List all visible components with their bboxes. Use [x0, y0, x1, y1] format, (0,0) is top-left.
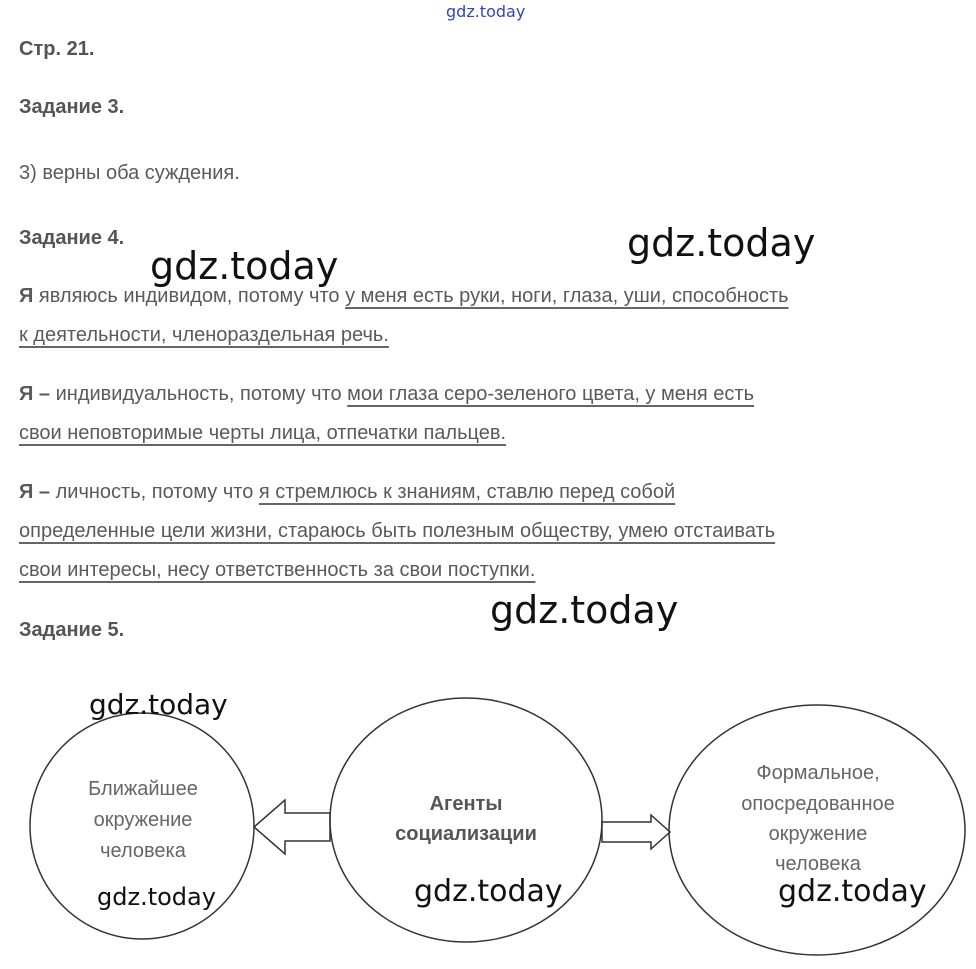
left-line-3: человека — [100, 840, 186, 862]
paragraph-lead: Я – — [19, 383, 51, 405]
arrow-left-icon — [254, 800, 330, 854]
watermark: gdz.today — [97, 883, 216, 911]
watermark: gdz.today — [414, 874, 563, 909]
watermark: gdz.today — [89, 688, 228, 721]
paragraph-underlined: свои интересы, несу ответственность за свои поступки. — [19, 559, 536, 581]
watermark: gdz.today — [150, 244, 339, 288]
paragraph-text: личность, потому что — [50, 481, 259, 503]
arrow-right-icon — [602, 815, 670, 849]
paragraph-lead: Я — [19, 285, 34, 307]
task5-heading: Задание 5. — [19, 619, 125, 641]
center-line-1: Агенты — [429, 793, 503, 815]
watermark: gdz.today — [778, 874, 927, 909]
task3-heading: Задание 3. — [19, 96, 125, 118]
paragraph-lead: Я – — [19, 481, 51, 503]
left-line-2: окружение — [93, 809, 193, 831]
paragraph-underlined: к деятельности, членораздельная речь. — [19, 324, 389, 346]
right-line-2: опосредованное — [741, 793, 895, 815]
watermark-top: gdz.today — [446, 2, 526, 21]
right-line-4: человека — [775, 853, 861, 875]
task3-answer: 3) верны оба суждения. — [19, 162, 240, 184]
center-line-2: социализации — [395, 823, 537, 845]
watermark: gdz.today — [490, 588, 679, 632]
task4-heading: Задание 4. — [19, 227, 125, 249]
paragraph-text: являюсь индивидом, потому что — [33, 285, 346, 307]
page-reference: Стр. 21. — [19, 38, 95, 60]
left-line-1: Ближайшее — [88, 778, 198, 800]
paragraph-text: индивидуальность, потому что — [50, 383, 348, 405]
paragraph-underlined: определенные цели жизни, стараюсь быть полезным обществу, умею отстаивать — [19, 520, 776, 542]
paragraph-underlined: у меня есть руки, ноги, глаза, уши, способность — [345, 285, 789, 307]
watermark: gdz.today — [627, 221, 816, 265]
right-line-3: окружение — [768, 823, 868, 845]
paragraph-underlined: свои неповторимые черты лица, отпечатки пальцев. — [19, 422, 507, 444]
right-line-1: Формальное, — [756, 762, 880, 784]
paragraph-underlined: мои глаза серо-зеленого цвета, у меня есть — [347, 383, 754, 405]
paragraph-underlined: я стремлюсь к знаниям, ставлю перед собой — [258, 481, 676, 503]
